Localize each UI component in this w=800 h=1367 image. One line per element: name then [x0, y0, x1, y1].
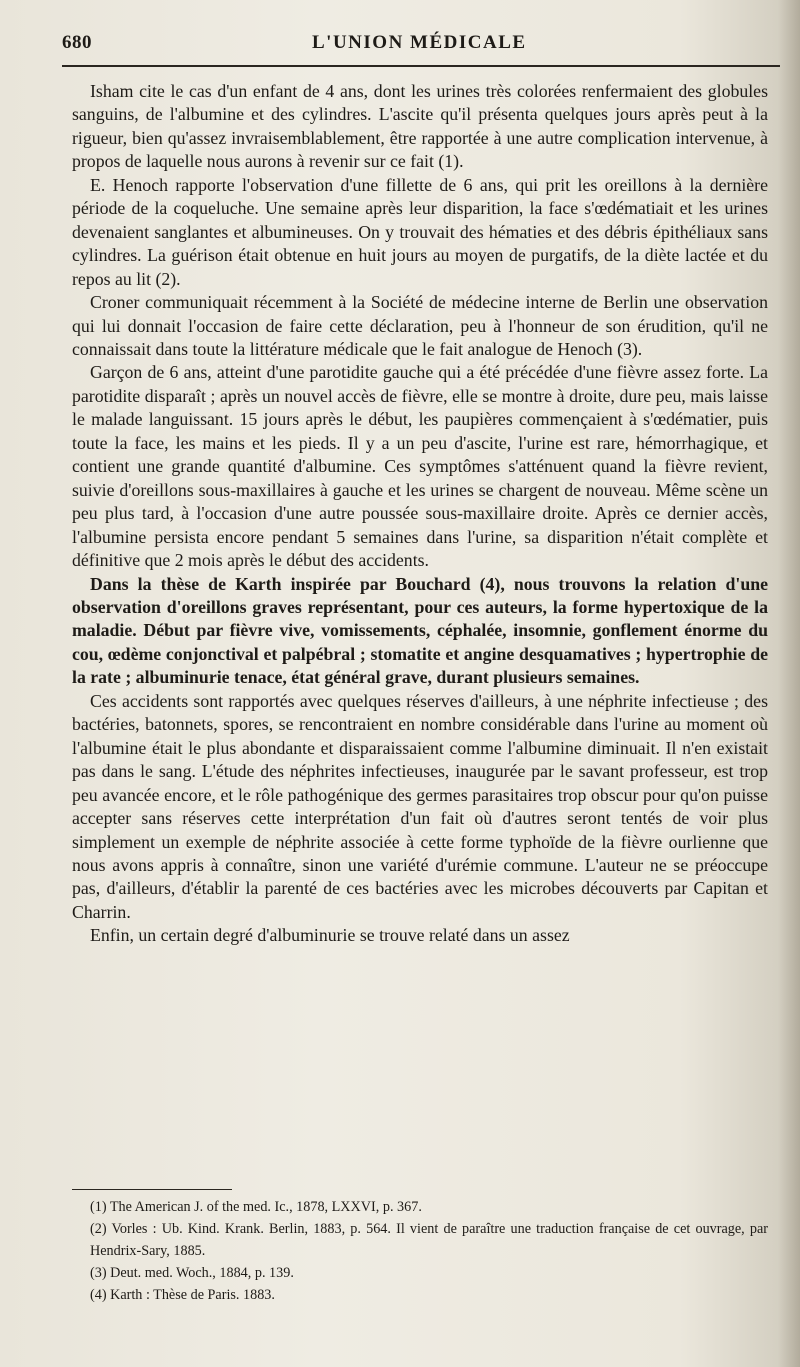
body-text — [72, 80, 768, 948]
paragraph-karth: Dans la thèse de Karth inspirée par Bouchard (4), nous trouvons la relation d'une observation d'oreillons graves représentant, pour ces auteurs, la forme hypertoxique de la maladie. Début par fièvre vive, vomissements, céphalée, insomnie, gonflement énorme du cou, œdème conjonctival et palpébral ; stomatite et angine desquamatives ; hypertrophie de la rate ; albuminurie tenace, état général grave, durant plusieurs semaines. — [72, 573, 768, 688]
footnotes — [76, 1196, 768, 1306]
footnote-2: (2) Vorles : Ub. Kind. Krank. Berlin, 1883, p. 564. Il vient de paraître une traduction française de cet ouvrage, par Hendrix-Sary, 1885. — [90, 1221, 768, 1259]
header-rule — [62, 65, 780, 67]
paragraph-accidents: Ces accidents sont rapportés avec quelques réserves d'ailleurs, à une néphrite infectieuse ; des bactéries, batonnets, spores, se rencontraient en nombre considérable dans l'urine au moment où l'albumine était le plus abondante et disparaissaient comme l'albumine diminuait. Il n'en existait pas dans le sang. L'étude des néphrites infectieuses, inaugurée par le savant professeur, est trop peu avancée encore, et le rôle pathogénique des germes parasitaires trop obscur pour qu'on puisse accepter sans réserves cette interprétation d'un fait où d'autres seront tentés de voir plus simplement un exemple de néphrite associée à cette forme typhoïde de la fièvre ourlienne que nous avons appris à connaître, sinon une variété d'urémie commune. L'auteur ne se préoccupe pas, d'ailleurs, d'établir la parenté de ces bactéries avec les microbes découverts par Capitan et Charrin. — [72, 690, 768, 922]
page-header — [62, 30, 762, 60]
paragraph-isham: Isham cite le cas d'un enfant de 4 ans, dont les urines très colorées renfermaient des globules sanguins, de l'albumine et des cylindres. L'ascite qu'il présenta quelques jours après peut à la rigueur, bien qu'assez invraisemblablement, être rapportée à une autre complication intervenue, à propos de laquelle nous aurons à revenir sur ce fait (1). — [72, 81, 768, 172]
footnote-1: (1) The American J. of the med. Ic., 1878, LXXVI, p. 367. — [90, 1199, 422, 1215]
paragraph-croner: Croner communiquait récemment à la Société de médecine interne de Berlin une observation qui lui donnait l'occasion de faire cette déclaration, peu à l'honneur de son érudition, qu'il ne connaissait dans toute la littérature médicale que le fait analogue de Henoch (3). — [72, 292, 768, 359]
footnote-3: (3) Deut. med. Woch., 1884, p. 139. — [90, 1265, 294, 1281]
page-number: 680 — [62, 32, 92, 53]
paragraph-henoch: E. Henoch rapporte l'observation d'une fillette de 6 ans, qui prit les oreillons à la dernière période de la coqueluche. Une semaine après leur disparition, la face s'œdématiait et les urines devenaient sanglantes et albumineuses. On y trouvait des hématies et des débris épithéliaux sans cylindres. La guérison était obtenue en huit jours au moyen de purgatifs, de la diète lactée et du repos au lit (2). — [72, 174, 768, 289]
footnote-4: (4) Karth : Thèse de Paris. 1883. — [90, 1287, 275, 1303]
footnote-rule — [72, 1189, 232, 1190]
paragraph-case-boy: Garçon de 6 ans, atteint d'une parotidite gauche qui a été précédée d'une fièvre assez forte. La parotidite disparaît ; après un nouvel accès de fièvre, elle se montre à droite, dure peu, mais laisse le malade languissant. 15 jours après le début, les paupières commençaient à s'œdématier, puis toute la face, les mains et les pieds. Il y a un peu d'ascite, l'urine est rare, hémorrhagique, et contient une grande quantité d'albumine. Ces symptômes s'atténuent quand la fièvre revient, suivie d'oreillons sous-maxillaires à gauche et les urines se chargent de nouveau. Même scène un peu plus tard, à l'occasion d'une autre poussée sous-maxillaire droite. Après ce dernier accès, l'albumine persista encore pendant 5 semaines dans l'urine, sa disparition n'était complète et définitive que 2 mois après le début des accidents. — [72, 362, 768, 571]
running-title: L'UNION MÉDICALE — [312, 32, 527, 53]
paragraph-enfin: Enfin, un certain degré d'albuminurie se trouve relaté dans un assez — [90, 925, 570, 946]
scan-edge-shadow — [778, 0, 800, 1367]
